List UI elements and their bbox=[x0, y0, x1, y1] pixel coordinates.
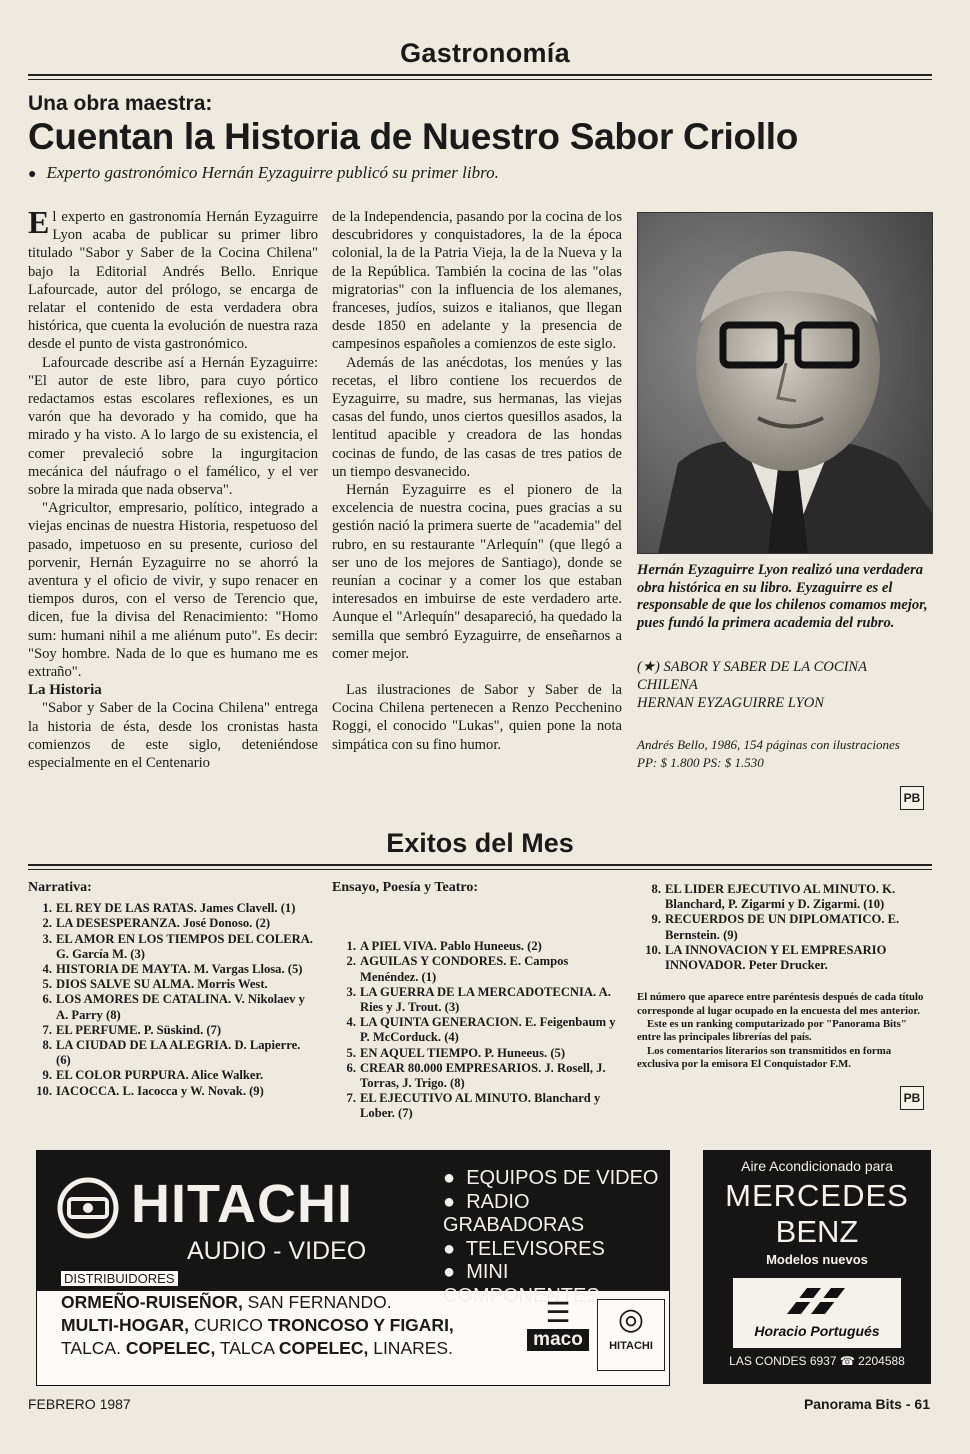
book-details: Andrés Bello, 1986, 154 páginas con ilustraciones bbox=[637, 737, 900, 752]
paragraph: Lafourcade describe así a Hernán Eyzaguirre: "El autor de este libro, para cuyo pórtico redactamos estas escolares reflexiones, es un varón que ha devorado y ha comido, que ha mirado y ha visto. A lo largo de su existencia, el comer prevaleció sobre la ingurgitacion mecánica del náufrago o el famélico, y el ver sobre la mirada que nada observa". bbox=[28, 354, 318, 499]
article-subhead: La Historia bbox=[28, 682, 102, 699]
list-item: 10. IACOCCA. L. Iacocca y W. Novak. (9) bbox=[36, 1083, 264, 1098]
paragraph: Hernán Eyzaguirre es el pionero de la excelencia de nuestra cocina, pues gracias a su gestión nació la primera suerte de "academia" del rubro, en su restaurante "Arlequín" (que llegó a ser uno de los mejores de Santiago), donde se reunían a cocinar y a comer los que estaban interesados en imbuirse de este verdadero arte. Aunque el "Arlequín" desapareció, ha quedado la semilla que sembró Eyzaguirre, de enseñarnos a comer mejor. bbox=[332, 482, 622, 662]
dealer-address: LAS CONDES 6937 ☎ 2204588 bbox=[729, 1354, 905, 1368]
list-item: 10. LA INNOVACION Y EL EMPRESARIO INNOVADOR. Peter Drucker. bbox=[645, 942, 887, 973]
ranking-note bbox=[637, 991, 931, 1071]
book-title-line2: CHILENA bbox=[637, 677, 698, 693]
exitos-rule bbox=[28, 864, 932, 866]
list-item: 1. A PIEL VIVA. Pablo Huneeus. (2) bbox=[346, 939, 542, 954]
distributors-list: ORMEÑO-RUISEÑOR, SAN FERNANDO. MULTI-HOGAR, CURICO TRONCOSO Y FIGARI, TALCA. COPELEC, TALCA COPELEC, LINARES. bbox=[61, 1292, 454, 1358]
distributors-label: DISTRIBUIDORES bbox=[61, 1271, 178, 1286]
product-item: ● RADIO GRABADORAS bbox=[443, 1190, 585, 1236]
list-header: Ensayo, Poesía y Teatro: bbox=[332, 880, 478, 895]
paragraph: Las ilustraciones de Sabor y Saber de la Cocina Chilena pertenecen a Renzo Pecchenino Roggi, el conocido "Lukas", quien pone la nota simpática con su fino humor. bbox=[332, 682, 622, 753]
list-item: 3. EL AMOR EN LOS TIEMPOS DEL COLERA. G. García M. (3) bbox=[42, 931, 313, 961]
issue-date: FEBRERO 1987 bbox=[28, 1396, 131, 1412]
list-item: 5. DIOS SALVE SU ALMA. Morris West. bbox=[42, 977, 268, 992]
list-item: 2. LA DESESPERANZA. José Donoso. (2) bbox=[42, 916, 271, 931]
book-price: PP: $ 1.800 PS: $ 1.530 bbox=[637, 755, 764, 770]
list-item: 3. LA GUERRA DE LA MERCADOTECNIA. A. Ries y J. Trout. (3) bbox=[346, 984, 611, 1015]
deck-text: Experto gastronómico Hernán Eyzaguirre publicó su primer libro. bbox=[46, 163, 499, 182]
maco-logo: ☰ maco bbox=[527, 1299, 589, 1369]
product-item: ● TELEVISORES bbox=[443, 1237, 605, 1260]
hitachi-logo-icon bbox=[57, 1177, 119, 1244]
product-item: ● EQUIPOS DE VIDEO bbox=[443, 1167, 659, 1189]
page-number: Panorama Bits - 61 bbox=[803, 1396, 930, 1412]
benz-brand: BENZ bbox=[775, 1214, 859, 1249]
list-item: 9. EL COLOR PURPURA. Alice Walker. bbox=[42, 1068, 264, 1083]
list-item: 8. LA CIUDAD DE LA ALEGRIA. D. Lapierre. (6) bbox=[42, 1038, 301, 1068]
mercedes-ad bbox=[703, 1150, 931, 1384]
hitachi-brand: HITACHI bbox=[131, 1174, 353, 1234]
ensayo-list-continued bbox=[637, 882, 931, 1072]
hitachi-subtitle: AUDIO - VIDEO bbox=[187, 1237, 367, 1265]
article-kicker: Una obra maestra: bbox=[28, 92, 213, 115]
note-paragraph: Los comentarios literarios son transmitidos en forma exclusiva por la emisora El Conquistador F.M. bbox=[637, 1044, 892, 1071]
list-item: 4. HISTORIA DE MAYTA. M. Vargas Llosa. (5) bbox=[42, 962, 303, 977]
drop-cap: E bbox=[28, 204, 50, 240]
article-column-1 bbox=[28, 204, 318, 772]
mercedes-brand: MERCEDES bbox=[725, 1178, 909, 1213]
book-info bbox=[637, 658, 931, 772]
list-item: 2. AGUILAS Y CONDORES. E. Campos Menéndez. (1) bbox=[346, 954, 569, 984]
dealer-logo-icon bbox=[777, 1284, 857, 1318]
list-item: 7. EL EJECUTIVO AL MINUTO. Blanchard y Lober. (7) bbox=[346, 1091, 601, 1121]
list-item: 1. EL REY DE LAS RATAS. James Clavell. (1) bbox=[42, 901, 296, 916]
book-author: HERNAN EYZAGUIRRE LYON bbox=[637, 695, 825, 711]
dealer-name: Horacio Portugués bbox=[754, 1323, 880, 1339]
list-item: 6. CREAR 80.000 EMPRESARIOS. J. Rosell, J. Torras, J. Trigo. (8) bbox=[346, 1060, 606, 1091]
portrait-photo bbox=[637, 212, 933, 554]
paragraph: "Sabor y Saber de la Cocina Chilena" entrega la historia de ésta, desde los cronistas hasta comienzos de este siglo, deteniéndose especialmente en el Centenario bbox=[28, 700, 318, 772]
list-item: 7. EL PERFUME. P. Süskind. (7) bbox=[42, 1022, 222, 1037]
list-item: 6. LOS AMORES DE CATALINA. V. Nikolaev y A. Parry (8) bbox=[42, 992, 305, 1022]
paragraph bbox=[28, 204, 318, 354]
hitachi-ad bbox=[36, 1150, 670, 1386]
list-item: 5. EN AQUEL TIEMPO. P. Huneeus. (5) bbox=[346, 1045, 566, 1060]
bullet-icon: ● bbox=[28, 167, 37, 182]
article-column-2 bbox=[332, 208, 622, 754]
mercedes-top: Aire Acondicionado para bbox=[741, 1158, 893, 1174]
list-item: 8. EL LIDER EJECUTIVO AL MINUTO. K. Blanchard, P. Zigarmi y D. Zigarmi. (10) bbox=[651, 882, 896, 912]
note-paragraph: El número que aparece entre paréntesis después de cada título corresponde al lugar ocupado en la encuesta del mes anterior. bbox=[637, 991, 924, 1017]
note-paragraph: Este es un ranking computarizado por "Panorama Bits" entre las principales librerías del país. bbox=[637, 1018, 907, 1044]
narrativa-list bbox=[28, 880, 318, 1099]
exitos-rule-thin bbox=[28, 869, 932, 870]
photo-caption: Hernán Eyzaguirre Lyon realizó una verdadera obra histórica en su libro. Eyzaguirre es el responsable de que los chilenos comamos mejor, pues fundó la primera academia del rubro. bbox=[637, 562, 928, 631]
book-title-line1: (★) SABOR Y SABER DE LA COCINA bbox=[637, 659, 868, 675]
section-title: Gastronomía bbox=[400, 38, 570, 68]
ensayo-list bbox=[332, 880, 622, 1122]
hitachi-small-logo: ◎ HITACHI bbox=[597, 1299, 665, 1371]
paragraph-text: l experto en gastronomía Hernán Eyzaguirre Lyon acaba de publicar su primer libro titulado "Sabor y Saber de la Cocina Chilena" bajo la Editorial Andrés Bello. Enrique Lafourcade, autor del prólogo, se encarga de relatar el contenido de esta verdadera obra histórica, que cuenta la evolución de nuestra raza desde el punto de vista gastronómico. bbox=[28, 209, 318, 353]
exitos-title: Exitos del Mes bbox=[386, 828, 574, 858]
hitachi-products bbox=[443, 1167, 669, 1308]
list-header: Narrativa: bbox=[28, 880, 92, 895]
list-item: 9. RECUERDOS DE UN DIPLOMATICO. E. Bernstein. (9) bbox=[651, 912, 900, 942]
article-headline: Cuentan la Historia de Nuestro Sabor Criollo bbox=[28, 116, 799, 157]
dealer-box bbox=[733, 1278, 901, 1348]
signature-badge: PB bbox=[900, 786, 924, 810]
product-item: ● MINI COMPONENTES bbox=[443, 1261, 600, 1307]
article-deck bbox=[28, 163, 499, 183]
list-item: 4. LA QUINTA GENERACION. E. Feigenbaum y P. McCorduck. (4) bbox=[346, 1015, 616, 1045]
header-rule bbox=[28, 74, 932, 76]
signature-badge: PB bbox=[900, 1086, 924, 1110]
paragraph: Además de las anécdotas, los menúes y las recetas, el libro contiene los recuerdos de Eyzaguirre, su madre, sus hermanas, las viejas casas del fundo, unos ciertos quesillos asados, la lentitud apacible y creadora de las hondas cocinas de fundo, de las casas de tres patios de un tiempo desvanecido. bbox=[332, 354, 622, 480]
portrait-illustration bbox=[638, 213, 932, 553]
paragraph: de la Independencia, pasando por la cocina de los descubridores y conquistadores, la de la época colonial, la de la Patria Vieja, la de la Nueva y la de la República. También la cocina de las "olas migratorias" con la influencia de los alemanes, franceses, judíos, suizos e italianos, que llegan desde 1850 en adelante y la presencia de campesinos españoles a comienzos de este siglo. bbox=[332, 209, 622, 353]
mercedes-subtitle: Modelos nuevos bbox=[766, 1252, 868, 1267]
header-rule-thin bbox=[28, 79, 932, 80]
paragraph: "Agricultor, empresario, político, integrado a viejas encinas de nuestra Historia, respetuoso del pasado, impetuoso en su presente, curioso del porvenir, Hernán Eyzaguirre no se ahorró la aventura y el oficio de vivir, y supo renacer en tiempos duros, con el verso de Terencio que, dicen, fue la divisa del Renacimiento: "Homo sum: humani nihil a me aliénum puto". Es decir: "Soy hombre. Nada de lo que es humano me es extraño". bbox=[28, 500, 318, 681]
